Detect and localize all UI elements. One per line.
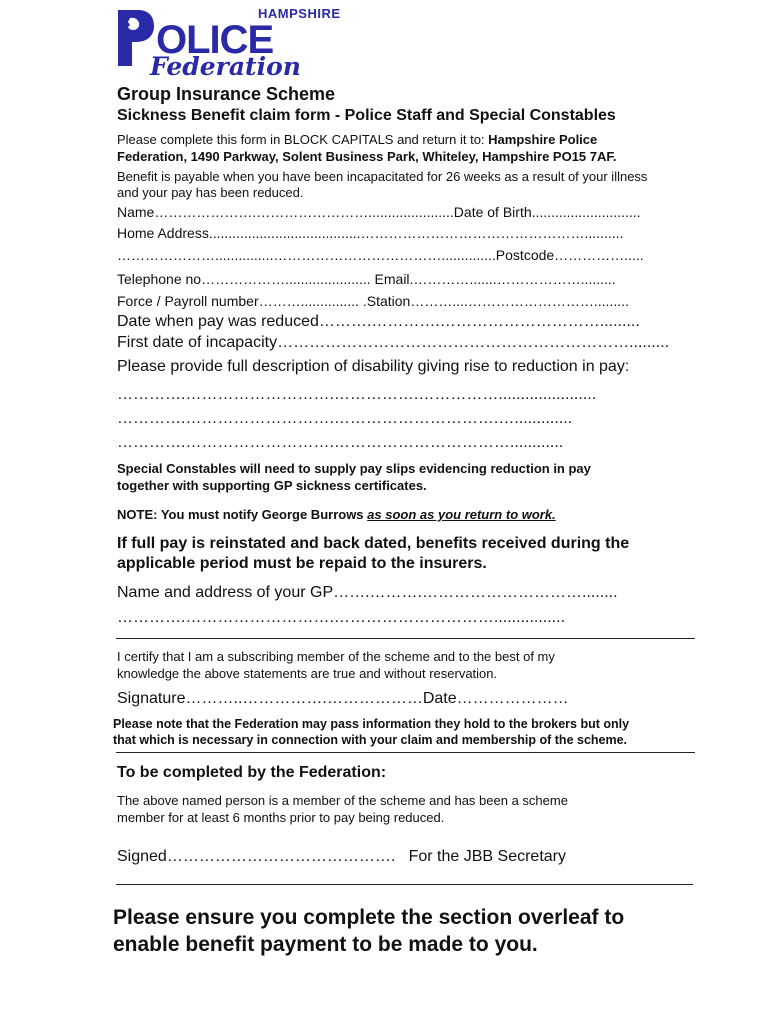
certify-text-1: I certify that I am a subscribing member of the scheme and to the best of my (117, 649, 555, 664)
signature-date-field[interactable]: Signature………..…………….………………Date………………… (117, 690, 569, 707)
federation-section-heading: To be completed by the Federation: (117, 764, 387, 781)
disability-description-label: Please provide full description of disability giving rise to reduction in pay: (117, 358, 630, 375)
disability-dots-2[interactable]: ………….……………………….………………………….…............. (117, 410, 573, 427)
name-dob-field[interactable]: Name………………….……………………......................Date of Birth............................ (117, 204, 641, 220)
repay-text-2: applicable period must be repaid to the insurers. (117, 555, 487, 572)
first-date-incapacity-field[interactable]: First date of incapacity…………………………………………………………......... (117, 334, 670, 351)
ensure-text-1: Please ensure you complete the section overleaf to (113, 906, 625, 929)
disability-dots-1[interactable]: ………….……………………….…………….……………...................... (117, 386, 597, 403)
form-title: Group Insurance Scheme (117, 84, 336, 104)
divider-3 (116, 884, 693, 885)
force-station-field[interactable]: Force / Payroll number………............... .Station………....………………………......... (117, 293, 629, 309)
special-constables-text-2: together with supporting GP sickness certificates. (117, 478, 427, 493)
logo-police-text: OLICE (156, 18, 274, 62)
intro-line-1 (117, 132, 597, 147)
benefit-text-1: Benefit is payable when you have been incapacitated for 26 weeks as a result of your illness (117, 169, 648, 184)
divider-2 (116, 752, 695, 753)
repay-text-1: If full pay is reinstated and back dated, benefits received during the (117, 535, 630, 552)
intro-address: Federation, 1490 Parkway, Solent Business Park, Whiteley, Hampshire PO15 7AF. (117, 149, 617, 164)
intro-address-start: Hampshire Police (488, 132, 598, 147)
gp-address-dots[interactable]: ………….……………………….…………………………................ (117, 609, 566, 626)
privacy-text-1: Please note that the Federation may pass information they hold to the brokers but only (113, 717, 630, 731)
telephone-email-field[interactable]: Telephone no………………...................... Email.………….......………………......... (117, 271, 616, 287)
home-address-field[interactable]: Home Address.......................................………………………………………….......... (117, 225, 624, 241)
divider-1 (116, 638, 695, 639)
note-text: NOTE: You must notify George Burrows (117, 507, 368, 522)
member-text-1: The above named person is a member of the scheme and has been a scheme (117, 793, 568, 808)
privacy-text-2: that which is necessary in connection with your claim and membership of the scheme. (113, 733, 628, 747)
logo-hampshire-text: HAMPSHIRE (258, 6, 341, 21)
disability-dots-3[interactable]: ………….……………………….……………………………............ (117, 434, 564, 451)
date-pay-reduced-field[interactable]: Date when pay was reduced……….………….…………………………......... (117, 313, 640, 330)
gp-name-address-field[interactable]: Name and address of your GP…….……….…………………………........ (117, 584, 618, 601)
member-text-2: member for at least 6 months prior to pay being reduced. (117, 810, 445, 825)
benefit-text-2: and your pay has been reduced. (117, 185, 304, 200)
intro-text: Please complete this form in BLOCK CAPITALS and return it to: (117, 132, 489, 147)
special-constables-text-1: Special Constables will need to supply pay slips evidencing reduction in pay (117, 461, 591, 476)
ensure-text-2: enable benefit payment to be made to you. (113, 933, 538, 956)
certify-text-2: knowledge the above statements are true and without reservation. (117, 666, 498, 681)
hampshire-police-federation-logo (116, 6, 341, 81)
note-emphasis: as soon as you return to work. (367, 507, 556, 522)
signed-jbb-secretary-field[interactable]: Signed……………………………………. For the JBB Secretary (117, 848, 566, 865)
form-subtitle: Sickness Benefit claim form - Police Staff and Special Constables (117, 107, 616, 124)
note-line (117, 507, 556, 522)
logo-federation-text: Federation (150, 52, 301, 81)
postcode-field[interactable]: …………………...............………………………………..............Postcode……………..... (117, 247, 644, 263)
